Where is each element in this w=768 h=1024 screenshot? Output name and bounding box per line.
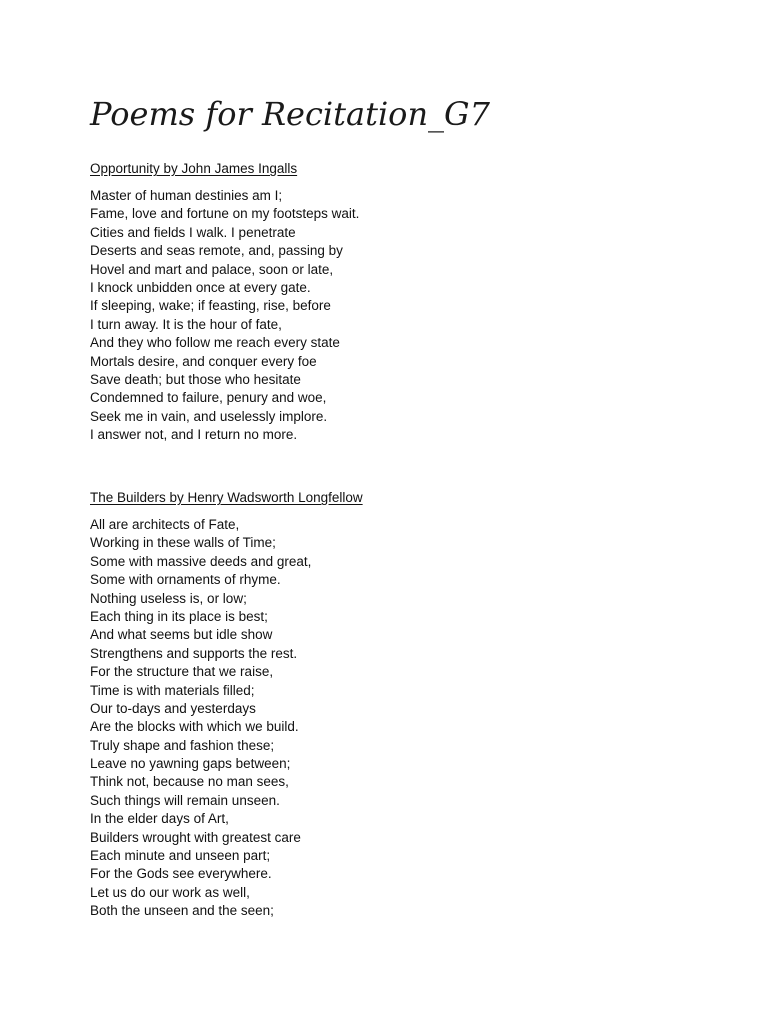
poem-line: Each thing in its place is best; [90, 608, 268, 624]
poem-line: Mortals desire, and conquer every foe [90, 353, 317, 369]
poem-line: Are the blocks with which we build. [90, 719, 299, 735]
poem-line: In the elder days of Art, [90, 811, 229, 827]
poem-line: Deserts and seas remote, and, passing by [90, 243, 343, 259]
poem-the-builders [90, 489, 690, 921]
poem-line: Truly shape and fashion these; [90, 737, 275, 753]
poem-line: Cities and fields I walk. I penetrate [90, 224, 296, 240]
poem-line: Condemned to failure, penury and woe, [90, 390, 327, 406]
poem-opportunity [90, 160, 690, 444]
poem-line: Hovel and mart and palace, soon or late, [90, 261, 334, 277]
poem-line: Seek me in vain, and uselessly implore. [90, 408, 328, 424]
poem-line: Leave no yawning gaps between; [90, 756, 291, 772]
poem-lines [90, 187, 690, 444]
poem-line: And they who follow me reach every state [90, 335, 340, 351]
poem-line: I answer not, and I return no more. [90, 427, 298, 443]
poem-line: Some with ornaments of rhyme. [90, 572, 281, 588]
poem-line: Some with massive deeds and great, [90, 553, 312, 569]
poem-line: If sleeping, wake; if feasting, rise, before [90, 298, 331, 314]
poem-line: I knock unbidden once at every gate. [90, 279, 311, 295]
poem-line: Each minute and unseen part; [90, 848, 271, 864]
poem-lines [90, 516, 690, 921]
poem-line: Nothing useless is, or low; [90, 590, 247, 606]
poem-line: Fame, love and fortune on my footsteps wait. [90, 206, 360, 222]
document-title: Poems for Recitation_G7 [90, 95, 490, 133]
poem-line: For the Gods see everywhere. [90, 866, 272, 882]
poem-line: I turn away. It is the hour of fate, [90, 316, 282, 332]
poem-line: Think not, because no man sees, [90, 774, 289, 790]
poem-line: Builders wrought with greatest care [90, 829, 301, 845]
poem-line: Time is with materials filled; [90, 682, 255, 698]
poem-line: Strengthens and supports the rest. [90, 645, 298, 661]
poem-line: All are architects of Fate, [90, 517, 240, 532]
poem-heading: Opportunity by John James Ingalls [90, 161, 298, 176]
poem-line: And what seems but idle show [90, 627, 273, 643]
poem-line: Save death; but those who hesitate [90, 371, 301, 387]
poem-line: Such things will remain unseen. [90, 792, 280, 808]
poem-line: Let us do our work as well, [90, 884, 250, 900]
poem-line: For the structure that we raise, [90, 664, 274, 680]
poem-line: Both the unseen and the seen; [90, 903, 274, 919]
poem-heading: The Builders by Henry Wadsworth Longfellow [90, 490, 363, 505]
poem-line: Master of human destinies am I; [90, 188, 283, 203]
poem-line: Working in these walls of Time; [90, 535, 276, 551]
poem-line: Our to-days and yesterdays [90, 700, 256, 716]
